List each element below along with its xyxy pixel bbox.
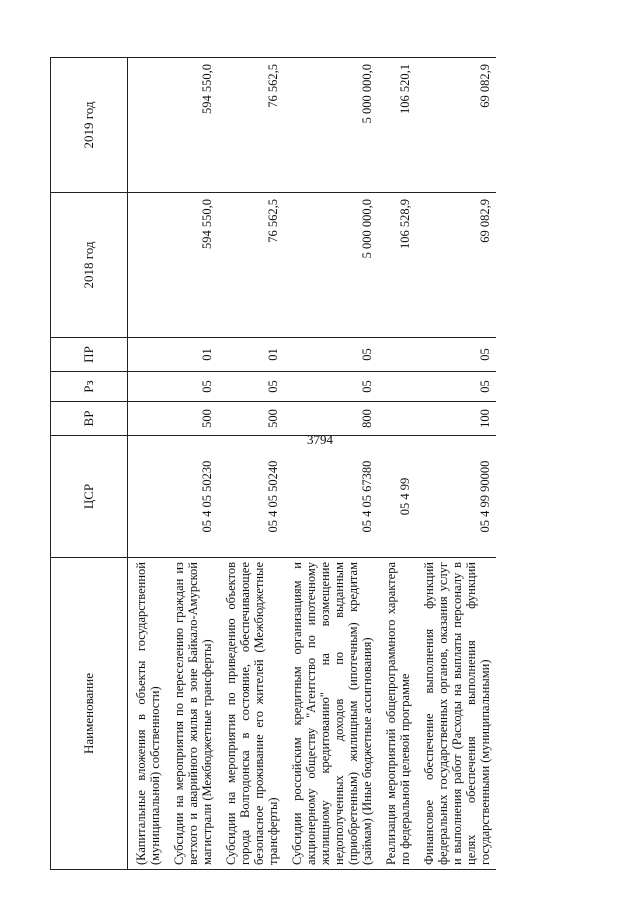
- row-name: Субсидии на мероприятия по переселению граждан из ветхого и аварийного жилья в зоне Байкало-Амурской магистрали (Межбюджетные трансферты): [166, 558, 218, 870]
- row-vr: 800: [284, 402, 378, 436]
- row-vr: [128, 402, 167, 436]
- row-rz: 05: [166, 372, 218, 402]
- row-csr: [128, 436, 167, 558]
- table-row: [416, 58, 496, 870]
- table-row: [284, 58, 378, 870]
- row-rz: 05: [218, 372, 284, 402]
- table-row: [128, 58, 167, 870]
- row-rz: 05: [416, 372, 496, 402]
- row-2018: 69 082,9: [416, 193, 496, 338]
- page-number: 3794: [307, 432, 333, 447]
- row-2018: [128, 193, 167, 338]
- row-csr: 05 4 05 67380: [284, 436, 378, 558]
- col-vr-header: ВР: [51, 402, 128, 436]
- col-name-header: Наименование: [51, 558, 128, 870]
- row-pr: 05: [284, 338, 378, 372]
- row-2019: [128, 58, 167, 193]
- row-2019: 5 000 000,0: [284, 58, 378, 193]
- row-rz: 05: [284, 372, 378, 402]
- row-pr: [378, 338, 416, 372]
- row-rz: [378, 372, 416, 402]
- row-pr: 01: [166, 338, 218, 372]
- row-name: Реализация мероприятий общепрограммного характера по федеральной целевой программе: [378, 558, 416, 870]
- row-pr: [128, 338, 167, 372]
- table-row: [378, 58, 416, 870]
- row-2019: 106 520,1: [378, 58, 416, 193]
- col-2019-header: 2019 год: [51, 58, 128, 193]
- row-vr: 500: [218, 402, 284, 436]
- row-name: (Капитальные вложения в объекты государственной (муниципальной) собственности): [128, 558, 167, 870]
- budget-table: [50, 57, 496, 870]
- row-2018: 5 000 000,0: [284, 193, 378, 338]
- col-csr-header: ЦСР: [51, 436, 128, 558]
- table-row: [218, 58, 284, 870]
- rotated-page: [50, 58, 610, 870]
- row-2018: 106 528,9: [378, 193, 416, 338]
- row-csr: 05 4 05 50240: [218, 436, 284, 558]
- col-2018-header: 2018 год: [51, 193, 128, 338]
- row-csr: 05 4 05 50230: [166, 436, 218, 558]
- row-2019: 594 550,0: [166, 58, 218, 193]
- row-pr: 01: [218, 338, 284, 372]
- row-csr: 05 4 99: [378, 436, 416, 558]
- row-vr: 500: [166, 402, 218, 436]
- row-vr: 100: [416, 402, 496, 436]
- col-pr-header: ПР: [51, 338, 128, 372]
- row-2019: 69 082,9: [416, 58, 496, 193]
- row-2018: 76 562,5: [218, 193, 284, 338]
- row-name: Субсидии на мероприятия по приведению объектов города Волгодонска в состояние, обеспечивающее безопасное проживание его жителей (Межбюджетные трансферты): [218, 558, 284, 870]
- row-2019: 76 562,5: [218, 58, 284, 193]
- row-2018: 594 550,0: [166, 193, 218, 338]
- col-rz-header: Рз: [51, 372, 128, 402]
- row-pr: 05: [416, 338, 496, 372]
- table-row: [166, 58, 218, 870]
- row-csr: 05 4 99 90000: [416, 436, 496, 558]
- row-rz: [128, 372, 167, 402]
- row-name: Финансовое обеспечение выполнения функций федеральных государственных органов, оказания услуг и выполнения работ (Расходы на выплаты персоналу в целях обеспечения выполнения функций государственными (муниципальными): [416, 558, 496, 870]
- row-name: Субсидии российским кредитным организациям и акционерному обществу "Агентство по ипотечному жилищному кредитованию" на возмещение недополученных доходов по выданным (приобретенным) жилищным (ипотечным) кредитам (займам) (Иные бюджетные ассигнования): [284, 558, 378, 870]
- row-vr: [378, 402, 416, 436]
- header-row: [51, 58, 128, 870]
